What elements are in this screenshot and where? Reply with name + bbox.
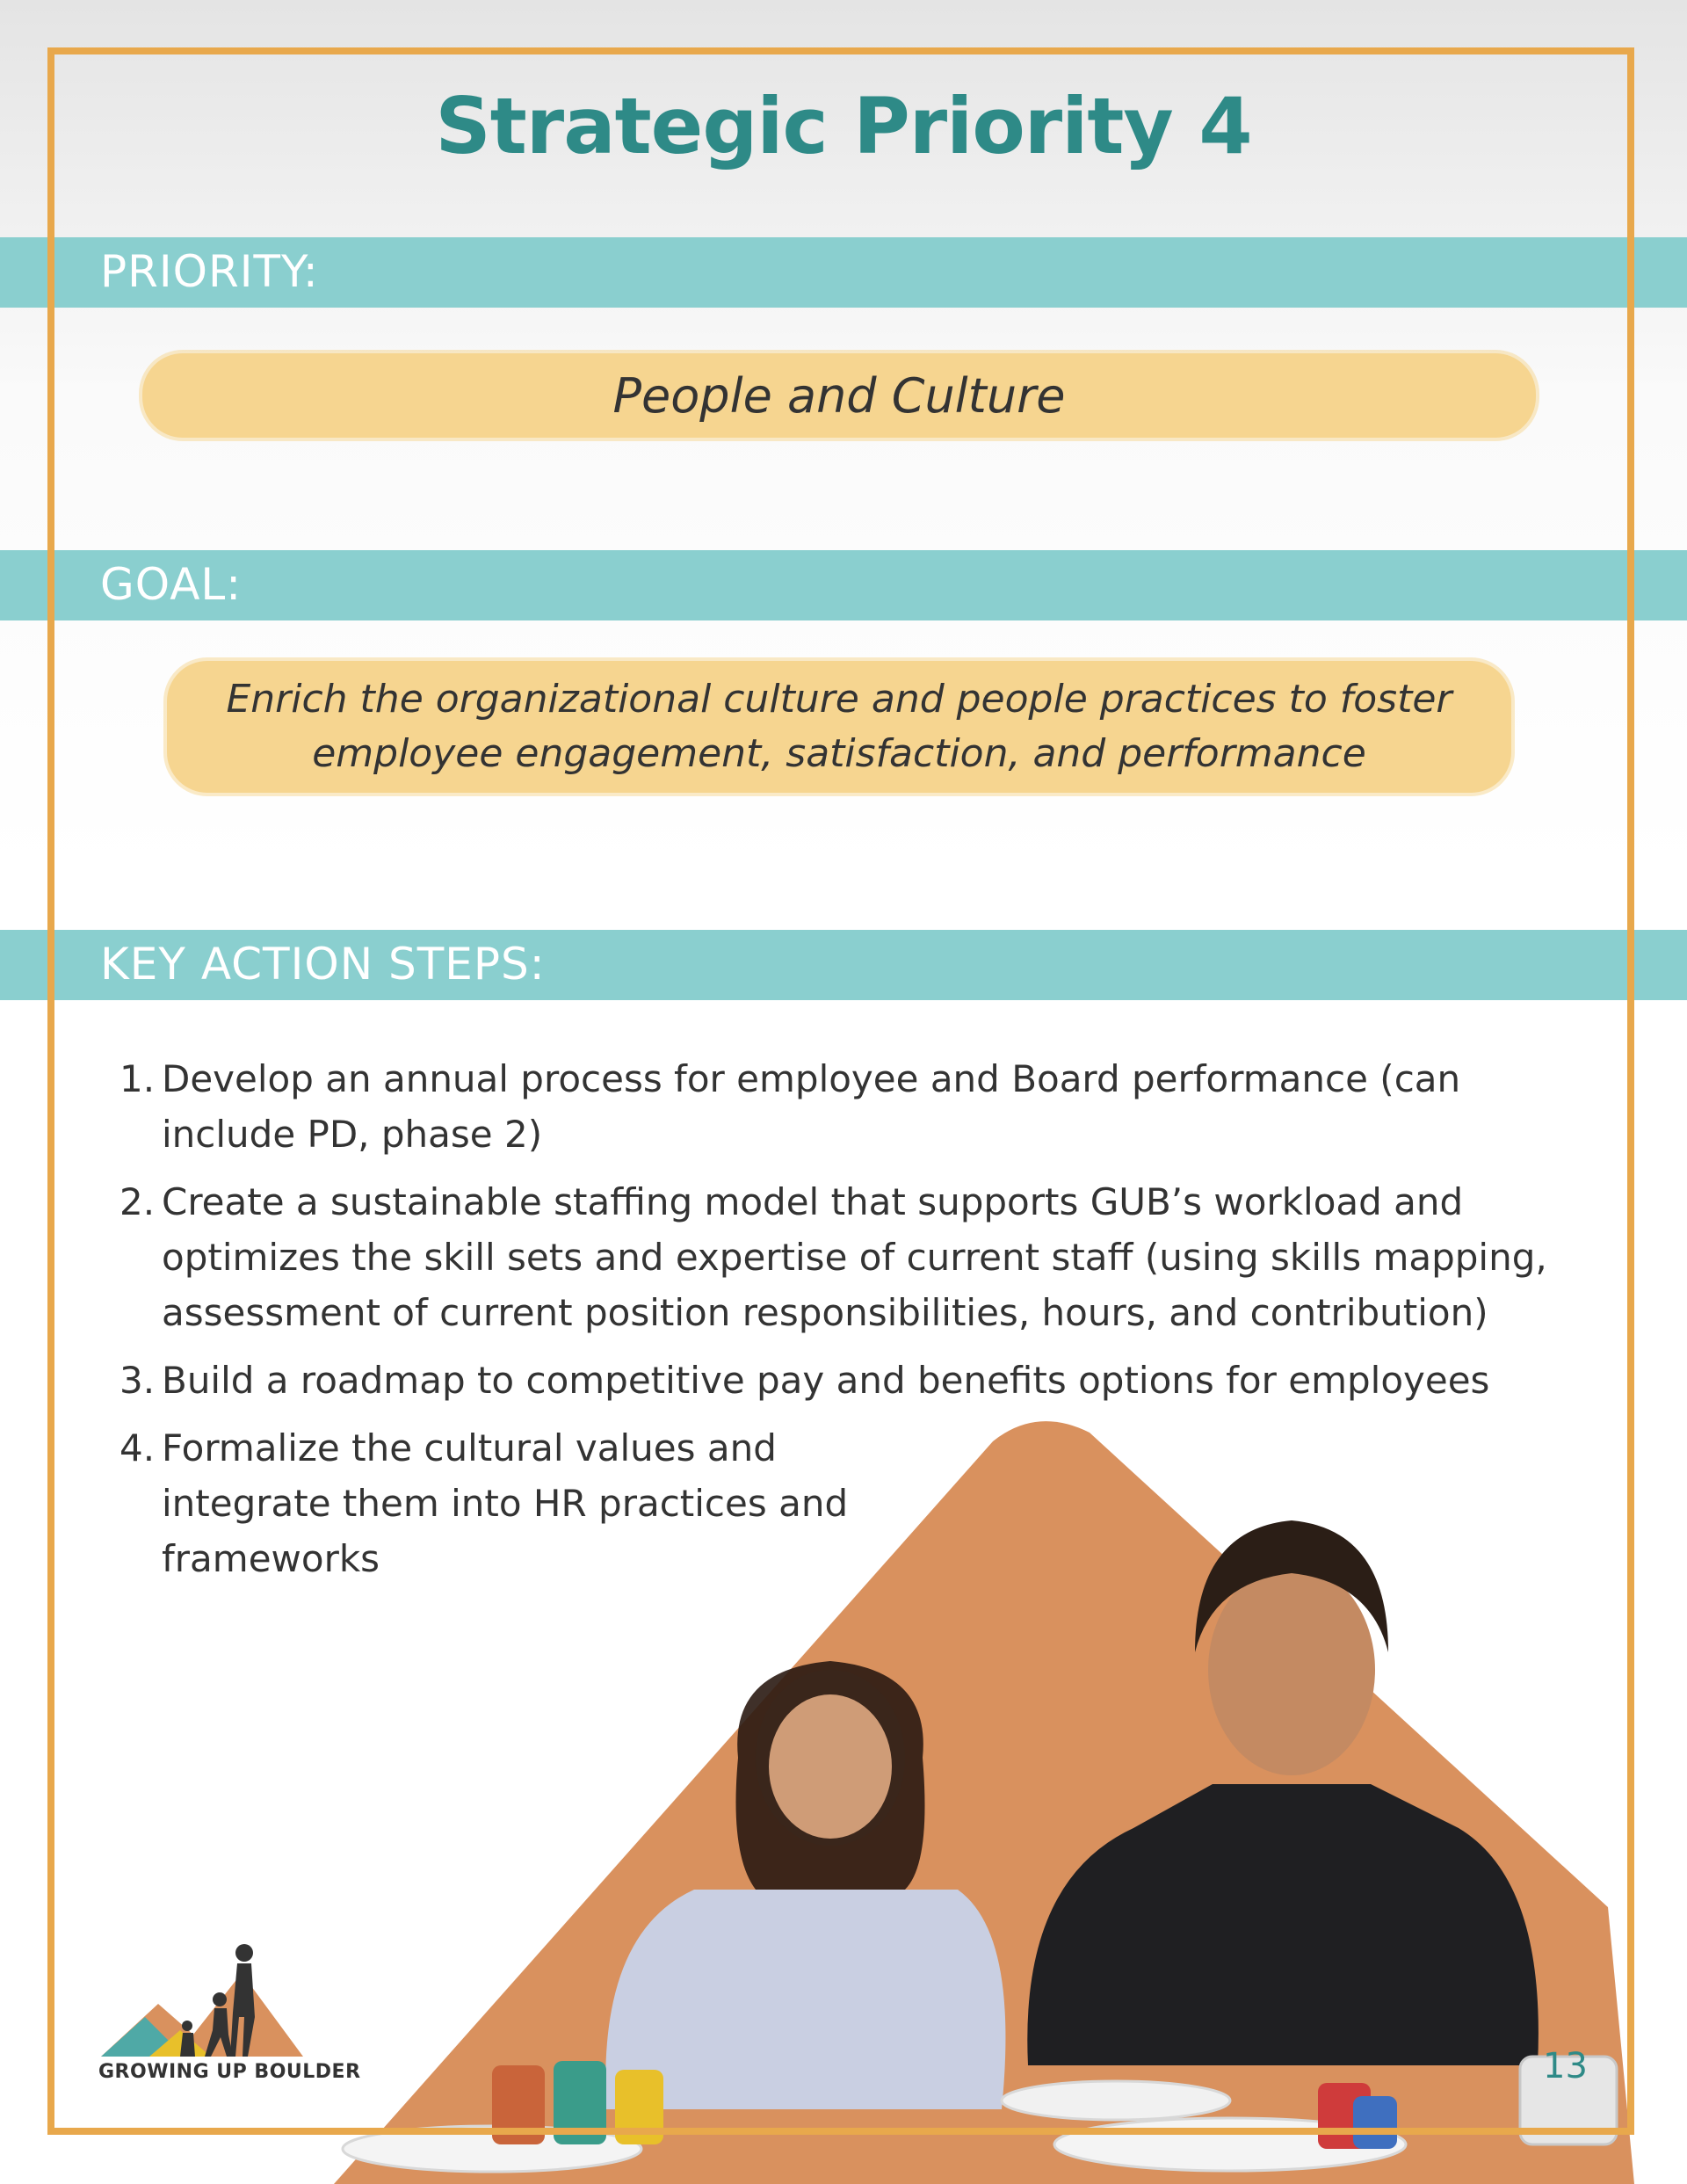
step-text: Build a roadmap to competitive pay and benefits options for employees: [162, 1359, 1490, 1402]
woman-face: [1208, 1564, 1375, 1775]
step-number: 3.: [119, 1359, 156, 1402]
girl-jacket: [605, 1890, 1005, 2109]
priority-label: PRIORITY:: [100, 246, 319, 297]
step-text: Formalize the cultural values and integrate them into HR practices and frameworks: [162, 1426, 849, 1580]
step-text: Create a sustainable staffing model that supports GUB’s workload and optimizes the skill sets and expertise of current staff (using skills mapping, assessment of current position responsibilities, hours, and contribution): [162, 1180, 1547, 1334]
goal-label: GOAL:: [100, 559, 243, 610]
logo-text: GROWING UP BOULDER: [98, 2061, 361, 2083]
goal-value: Enrich the organizational culture and people practices to foster employee engagement, satisfaction, and performance: [167, 661, 1511, 793]
steps-label: KEY ACTION STEPS:: [100, 939, 546, 990]
step-number: 2.: [119, 1180, 156, 1223]
step-text: Develop an annual process for employee and Board performance (can include PD, phase 2): [162, 1057, 1461, 1156]
step-number: 1.: [119, 1057, 156, 1100]
step-number: 4.: [119, 1426, 156, 1469]
girl-face-front: [769, 1694, 892, 1839]
priority-value: People and Culture: [142, 353, 1536, 438]
woman-jacket: [1027, 1784, 1539, 2065]
page-title: Strategic Priority 4: [435, 81, 1252, 171]
page-number: 13: [1543, 2046, 1588, 2086]
